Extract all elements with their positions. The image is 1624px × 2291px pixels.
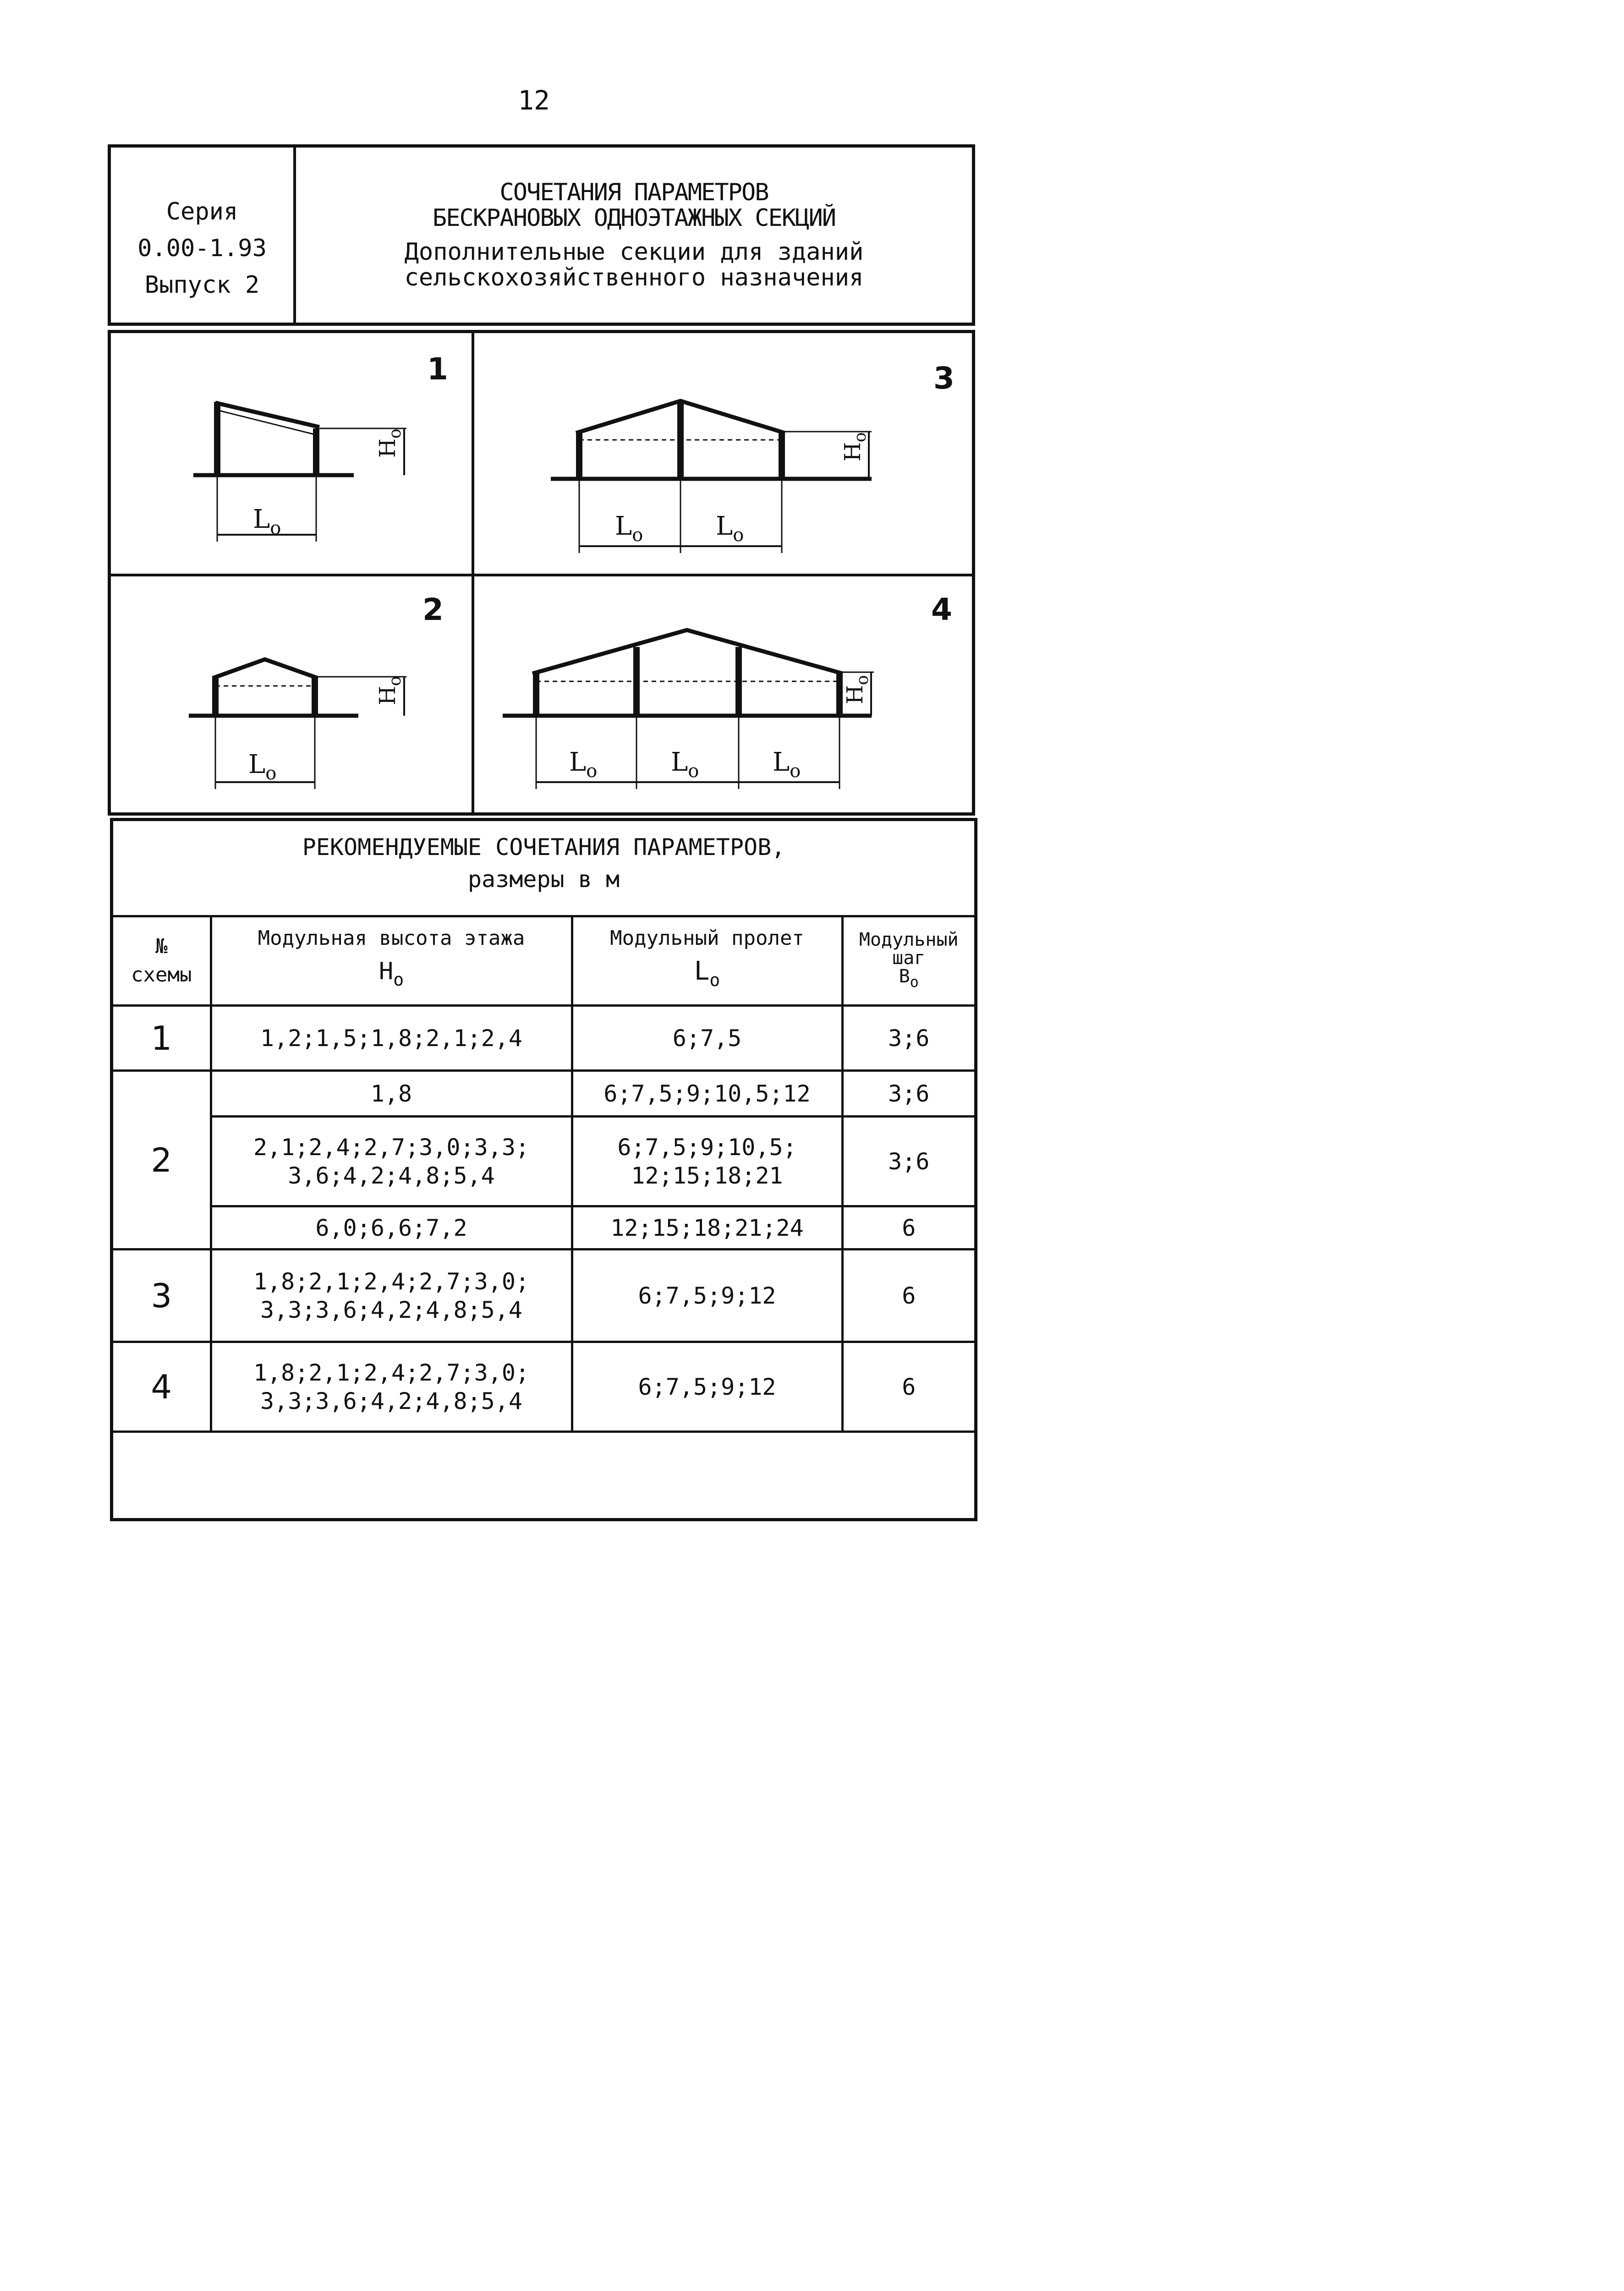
scheme-1-frame <box>193 402 406 542</box>
issue-label: Выпуск 2 <box>144 271 260 299</box>
parameters-table <box>113 915 974 1433</box>
row-span-values: 6;7,5;9;10,5; 12;15;18;21 <box>572 1117 842 1206</box>
row-height-values: 6,0;6,6;7,2 <box>211 1206 572 1250</box>
row-height-values: 2,1;2,4;2,7;3,0;3,3; 3,6;4,2;4,8;5,4 <box>211 1117 572 1206</box>
header-step-symbol: $B_o$ <box>899 966 919 991</box>
header-step-line-2: шаг <box>892 948 926 969</box>
row-step-values: 3;6 <box>842 1117 974 1206</box>
row-step-values: 6 <box>842 1250 974 1342</box>
header-scheme-sign: № <box>155 935 168 958</box>
table-title-line-1: РЕКОМЕНДУЕМЫЕ СОЧЕТАНИЯ ПАРАМЕТРОВ, <box>302 834 785 860</box>
schemes-panel <box>108 330 975 816</box>
header-step <box>842 916 974 1006</box>
series-label: Серия <box>166 198 238 225</box>
header-height-label: Модульная высота этажа <box>258 926 525 950</box>
row-scheme-number: 1 <box>113 1006 211 1071</box>
row-height-values: 1,8;2,1;2,4;2,7;3,0; 3,3;3,6;4,2;4,8;5,4 <box>211 1342 572 1432</box>
schemes-drawings <box>111 333 972 812</box>
table-row <box>113 1342 974 1432</box>
table-row <box>113 1071 974 1117</box>
scheme-3-height-label: $H_o$ <box>840 432 870 461</box>
table-row <box>113 1117 974 1206</box>
row-scheme-number: 2 <box>113 1071 211 1250</box>
row-span-values: 6;7,5;9;12 <box>572 1250 842 1342</box>
scheme-4-span-label-2: $L_o$ <box>671 747 699 782</box>
scheme-number-2: 2 <box>422 592 444 627</box>
scheme-3-frame <box>551 401 872 553</box>
series-info <box>111 193 293 303</box>
row-step-values: 3;6 <box>842 1006 974 1071</box>
row-span-values: 6;7,5 <box>572 1006 842 1071</box>
row-step-values: 3;6 <box>842 1071 974 1117</box>
scheme-2-height-label: $H_o$ <box>375 676 405 705</box>
scheme-1-height-label: $H_o$ <box>375 428 405 458</box>
table-row <box>113 1006 974 1071</box>
row-height-values: 1,8;2,1;2,4;2,7;3,0; 3,3;3,6;4,2;4,8;5,4 <box>211 1250 572 1342</box>
series-code: 0.00-1.93 <box>137 235 267 262</box>
table-header-row <box>113 916 974 1006</box>
scheme-number-1: 1 <box>427 351 448 387</box>
title-line-2: БЕСКРАНОВЫХ ОДНОЭТАЖНЫХ СЕКЦИЙ <box>432 204 836 232</box>
table-row <box>113 1250 974 1342</box>
row-height-values: 1,8 <box>211 1071 572 1117</box>
scheme-1-span-label: $L_o$ <box>253 504 281 539</box>
table-row <box>113 1206 974 1250</box>
scheme-3-span-label-2: $L_o$ <box>716 511 744 546</box>
subtitle-line-2: сельскохозяйственного назначения <box>404 264 864 291</box>
header-height-symbol: $H_o$ <box>379 958 404 990</box>
row-scheme-number: 3 <box>113 1250 211 1342</box>
title-line-1: СОЧЕТАНИЯ ПАРАМЕТРОВ <box>499 179 768 206</box>
row-height-values: 1,2;1,5;1,8;2,1;2,4 <box>211 1006 572 1071</box>
row-span-values: 6;7,5;9;12 <box>572 1342 842 1432</box>
header-scheme-word: схемы <box>131 963 192 987</box>
table-title-line-2: размеры в м <box>467 866 620 893</box>
row-span-values: 12;15;18;21;24 <box>572 1206 842 1250</box>
scheme-3-span-label-1: $L_o$ <box>615 511 643 546</box>
header-scheme <box>113 916 211 1006</box>
scheme-2-span-label: $L_o$ <box>248 750 277 784</box>
row-span-values: 6;7,5;9;10,5;12 <box>572 1071 842 1117</box>
scheme-4-span-label-3: $L_o$ <box>773 747 801 782</box>
header-step-line-1: Модульный <box>859 929 959 950</box>
table-title <box>113 831 974 895</box>
header-block <box>108 144 975 326</box>
header-span-label: Модульный пролет <box>610 926 804 950</box>
row-step-values: 6 <box>842 1206 974 1250</box>
scheme-4-height-label: $H_o$ <box>842 675 872 704</box>
parameters-table-panel <box>110 818 977 1521</box>
row-scheme-number: 4 <box>113 1342 211 1432</box>
row-step-values: 6 <box>842 1342 974 1432</box>
document-title <box>296 180 972 290</box>
subtitle-line-1: Дополнительные секции для зданий <box>404 238 864 266</box>
scheme-4-span-label-1: $L_o$ <box>569 747 598 782</box>
header-height <box>211 916 572 1006</box>
header-span-symbol: $L_o$ <box>694 956 720 990</box>
header-span <box>572 916 842 1006</box>
page-number: 12 <box>518 85 550 116</box>
scheme-2-frame <box>189 659 406 789</box>
scheme-number-4: 4 <box>931 592 952 627</box>
scheme-number-3: 3 <box>933 361 955 396</box>
